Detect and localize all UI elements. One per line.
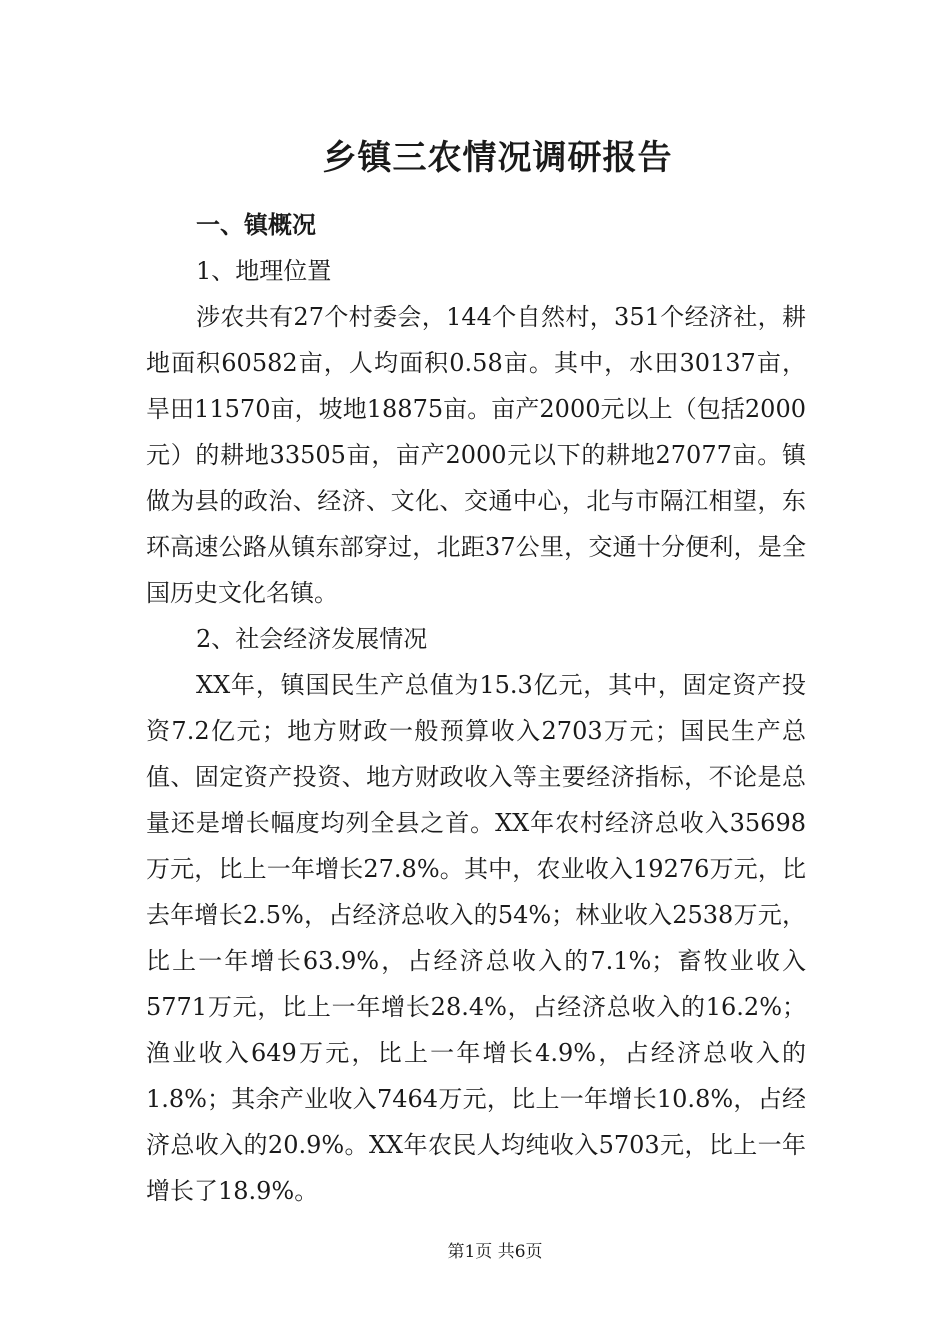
paragraph-economy: XX年，镇国民生产总值为15.3亿元，其中，固定资产投资7.2亿元；地方财政一般预算收入2703万元；国民生产总值、固定资产投资、地方财政收入等主要经济指标，不论是总量还是增长幅度均列全县之首。XX年农村经济总收入35698万元，比上一年增长27.8%。其中，农业收入19276万元，比去年增长2.5%，占经济总收入的54%；林业收入2538万元，比上一年增长63.9%，占经济总收入的7.1%；畜牧业收入5771万元，比上一年增长28.4%，占经济总收入的16.2%；渔业收入649万元，比上一年增长4.9%，占经济总收入的1.8%；其余产业收入7464万元，比上一年增长10.8%，占经济总收入的20.9%。XX年农民人均纯收入5703元，比上一年增长了18.9%。	[146, 671, 806, 1205]
document-body	[146, 202, 806, 1214]
page-footer: 第1页 共6页	[447, 1242, 543, 1262]
section-heading-overview: 一、镇概况	[196, 210, 316, 239]
subsection-heading-location: 1、地理位置	[196, 257, 332, 285]
paragraph-location: 涉农共有27个村委会，144个自然村，351个经济社，耕地面积60582亩，人均面积0.58亩。其中，水田30137亩，旱田11570亩，坡地18875亩。亩产2000元以上（包括2000元）的耕地33505亩，亩产2000元以下的耕地27077亩。镇做为县的政治、经济、文化、交通中心，北与市隔江相望，东环高速公路从镇东部穿过，北距37公里，交通十分便利，是全国历史文化名镇。	[146, 303, 806, 607]
subsection-heading-economy: 2、社会经济发展情况	[196, 625, 428, 653]
document-title: 乡镇三农情况调研报告	[322, 138, 673, 178]
